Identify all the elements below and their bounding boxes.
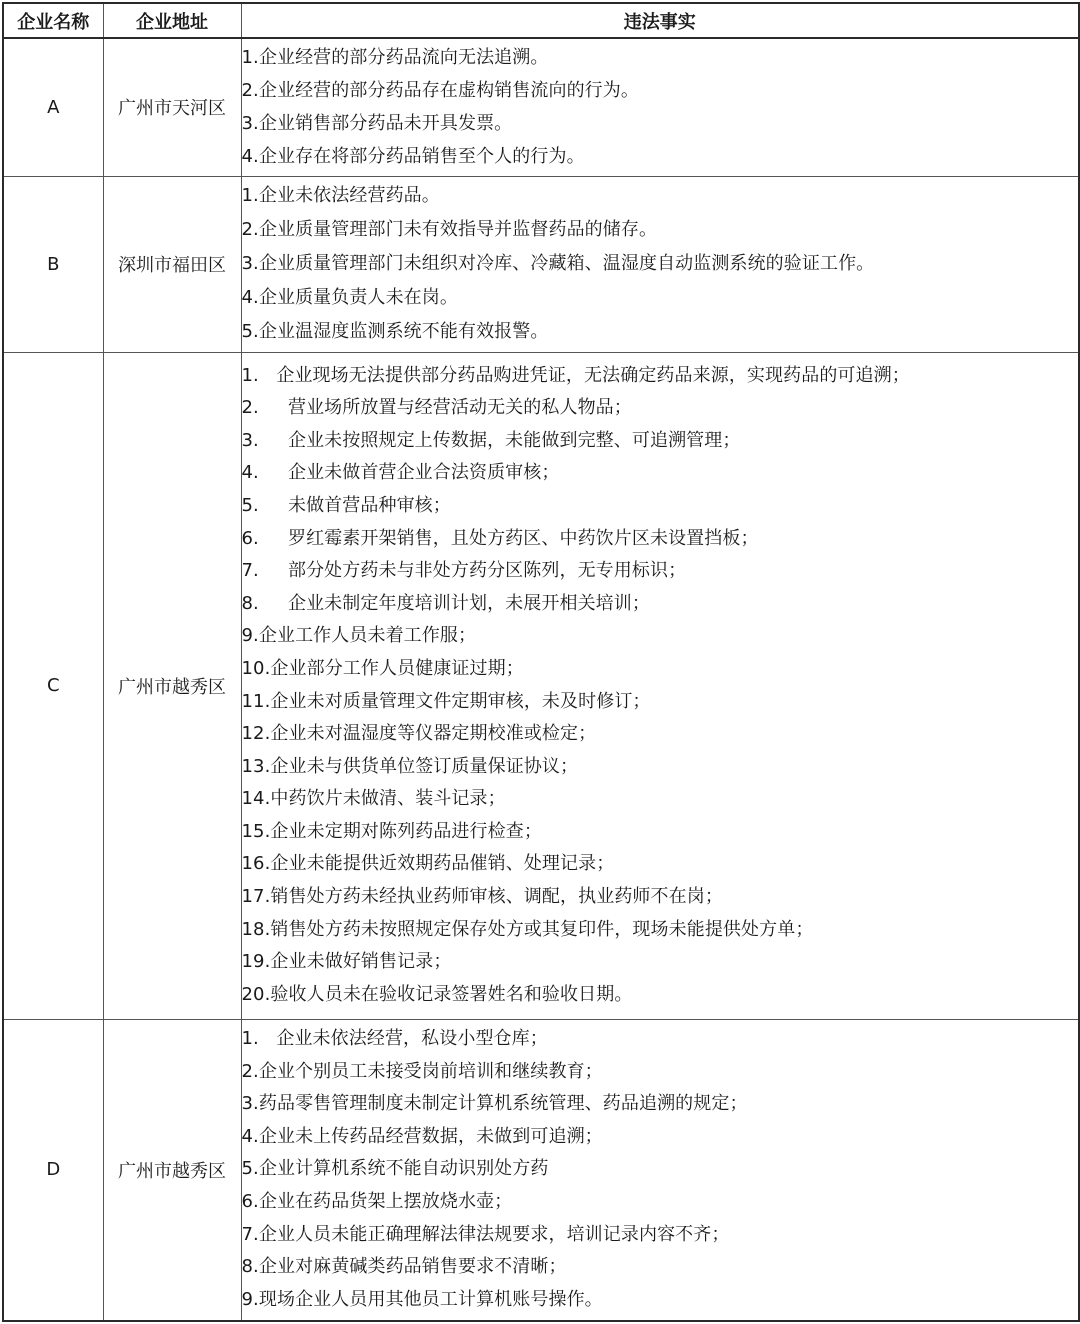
- company-name-cell: D: [3, 1019, 103, 1321]
- violation-facts-cell: [241, 38, 1079, 176]
- violation-item: 3. 企业未按照规定上传数据，未能做到完整、可追溯管理；: [241, 429, 741, 451]
- violation-facts-cell: [241, 352, 1079, 1019]
- table-row: [3, 352, 1079, 1019]
- violation-item: 1.企业未依法经营药品。: [241, 184, 440, 206]
- company-address-cell: 广州市越秀区: [103, 352, 241, 1019]
- violation-item: 4. 企业未做首营企业合法资质审核；: [241, 462, 560, 484]
- violation-item: 5.企业计算机系统不能自动识别处方药: [241, 1158, 549, 1180]
- violation-item: 4.企业未上传药品经营数据，未做到可追溯；: [241, 1125, 603, 1147]
- violation-facts-cell: [241, 176, 1079, 352]
- violation-item: 8. 企业未制定年度培训计划，未展开相关培训；: [241, 592, 650, 614]
- violation-item: 2. 营业场所放置与经营活动无关的私人物品；: [241, 397, 632, 419]
- violation-item: 7. 部分处方药未与非处方药分区陈列，无专用标识；: [241, 560, 687, 582]
- violation-item: 9.现场企业人员用其他员工计算机账号操作。: [241, 1288, 603, 1310]
- company-name-cell: C: [3, 352, 103, 1019]
- violation-item: 11.企业未对质量管理文件定期审核，未及时修订；: [241, 690, 651, 712]
- violation-item: 2.企业质量管理部门未有效指导并监督药品的储存。: [241, 218, 658, 240]
- violation-item: 7.企业人员未能正确理解法律法规要求，培训记录内容不齐；: [241, 1223, 730, 1245]
- violation-item: 20.验收人员未在验收记录签署姓名和验收日期。: [241, 983, 633, 1005]
- violation-item: 5.企业温湿度监测系统不能有效报警。: [241, 321, 549, 343]
- violation-list: [242, 1023, 1079, 1316]
- violations-table: [2, 2, 1080, 1322]
- table-row: [3, 176, 1079, 352]
- company-name-cell: A: [3, 38, 103, 176]
- company-address-cell: 广州市天河区: [103, 38, 241, 176]
- violation-list: [242, 360, 1079, 1012]
- violation-item: 3.企业质量管理部门未组织对冷库、冷藏箱、温湿度自动监测系统的验证工作。: [241, 252, 875, 274]
- violation-item: 2.企业经营的部分药品存在虚构销售流向的行为。: [241, 80, 639, 102]
- header-company-address: 企业地址: [103, 3, 241, 38]
- violation-item: 6.企业在药品货架上摆放烧水壶；: [241, 1191, 513, 1213]
- violation-item: 15.企业未定期对陈列药品进行检查；: [241, 820, 542, 842]
- violation-item: 14.中药饮片未做清、装斗记录；: [241, 788, 506, 810]
- violation-item: 8.企业对麻黄碱类药品销售要求不清晰；: [241, 1256, 567, 1278]
- violation-item: 3.药品零售管理制度未制定计算机系统管理、药品追溯的规定；: [241, 1093, 748, 1115]
- company-name-cell: B: [3, 176, 103, 352]
- violation-list: [242, 179, 1079, 350]
- violation-item: 6. 罗红霉素开架销售，且处方药区、中药饮片区未设置挡板；: [241, 527, 759, 549]
- violation-item: 2.企业个别员工未接受岗前培训和继续教育；: [241, 1060, 603, 1082]
- violation-item: 5. 未做首营品种审核；: [241, 494, 451, 516]
- violation-item: 4.企业存在将部分药品销售至个人的行为。: [241, 146, 585, 168]
- header-row: [3, 3, 1079, 38]
- violation-item: 16.企业未能提供近效期药品催销、处理记录；: [241, 853, 615, 875]
- company-address-cell: 广州市越秀区: [103, 1019, 241, 1321]
- violation-list: [242, 41, 1079, 173]
- company-address-cell: 深圳市福田区: [103, 176, 241, 352]
- violation-item: 10.企业部分工作人员健康证过期；: [241, 657, 524, 679]
- table-row: [3, 38, 1079, 176]
- violation-item: 19.企业未做好销售记录；: [241, 951, 452, 973]
- violation-item: 1. 企业现场无法提供部分药品购进凭证，无法确定药品来源，实现药品的可追溯；: [241, 364, 910, 386]
- violation-item: 13.企业未与供货单位签订质量保证协议；: [241, 755, 579, 777]
- violation-item: 4.企业质量负责人未在岗。: [241, 287, 458, 309]
- violation-item: 12.企业未对温湿度等仪器定期校准或检定；: [241, 723, 597, 745]
- violation-facts-cell: [241, 1019, 1079, 1321]
- violation-item: 18.销售处方药未按照规定保存处方或其复印件，现场未能提供处方单；: [241, 918, 814, 940]
- header-violation-facts: 违法事实: [241, 3, 1079, 38]
- violation-item: 1.企业经营的部分药品流向无法追溯。: [241, 47, 549, 69]
- violation-item: 9.企业工作人员未着工作服；: [241, 625, 477, 647]
- violation-item: 3.企业销售部分药品未开具发票。: [241, 113, 513, 135]
- violation-item: 17.销售处方药未经执业药师审核、调配，执业药师不在岗；: [241, 886, 723, 908]
- table-row: [3, 1019, 1079, 1321]
- header-company-name: 企业名称: [3, 3, 103, 38]
- violation-item: 1. 企业未依法经营，私设小型仓库；: [241, 1028, 548, 1050]
